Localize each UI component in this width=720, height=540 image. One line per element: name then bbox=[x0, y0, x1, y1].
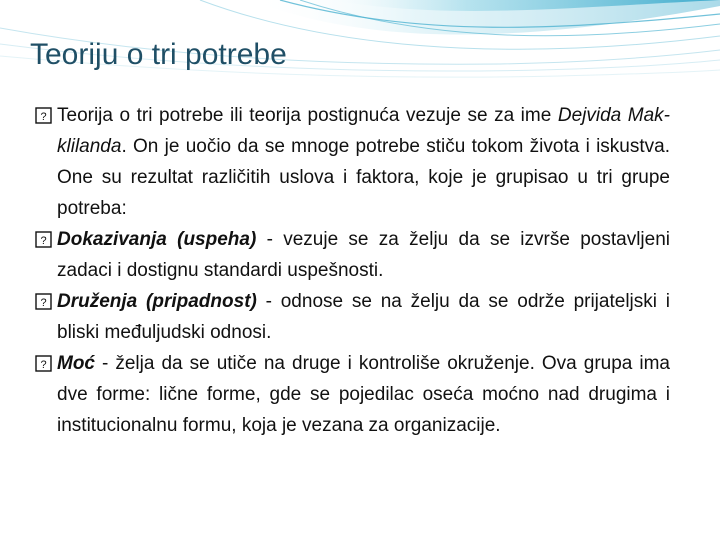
bullet-list bbox=[35, 100, 670, 441]
list-item bbox=[35, 286, 670, 348]
bullet-text: - vezuje se za želju da se izvrše postavljeni zadaci i dostignu standardi uspešnosti. bbox=[57, 229, 670, 281]
missing-glyph-box-icon bbox=[35, 293, 52, 310]
list-item bbox=[35, 348, 670, 441]
svg-text:?: ? bbox=[40, 359, 47, 371]
bullet-term: Dokazivanja (uspeha) bbox=[57, 229, 257, 250]
page-title: Teoriju o tri potrebe bbox=[30, 38, 287, 71]
bullet-text: - odnose se na želju da se održe prijateljski i bliski međuljudski odnosi. bbox=[57, 291, 670, 343]
bullet-term: Druženja (pripadnost) bbox=[57, 291, 257, 312]
missing-glyph-box-icon bbox=[35, 231, 52, 248]
list-item bbox=[35, 100, 670, 224]
bullet-rest-text: . On je uočio da se mnoge potrebe stiču tokom života i iskustva. One su rezultat različitih uslova i faktora, koje je grupisao u tri grupe potreba: bbox=[57, 136, 670, 219]
bullet-lead-text: Teorija o tri potrebe ili teorija postignuća vezuje se za ime bbox=[57, 105, 558, 126]
person-name: Dejvida Mak-klilanda bbox=[57, 105, 670, 157]
svg-text:?: ? bbox=[40, 235, 47, 247]
svg-text:?: ? bbox=[40, 297, 47, 309]
missing-glyph-box-icon bbox=[35, 355, 52, 372]
svg-text:?: ? bbox=[40, 111, 47, 123]
bullet-text: - želja da se utiče na druge i kontroliše okruženje. Ova grupa ima dve forme: lične forme, gde se pojedilac oseća moćno nad drugima i institucionalnu formu, koja je vezana za organizacije. bbox=[57, 353, 670, 436]
list-item bbox=[35, 224, 670, 286]
missing-glyph-box-icon bbox=[35, 107, 52, 124]
bullet-term: Moć bbox=[57, 353, 95, 374]
